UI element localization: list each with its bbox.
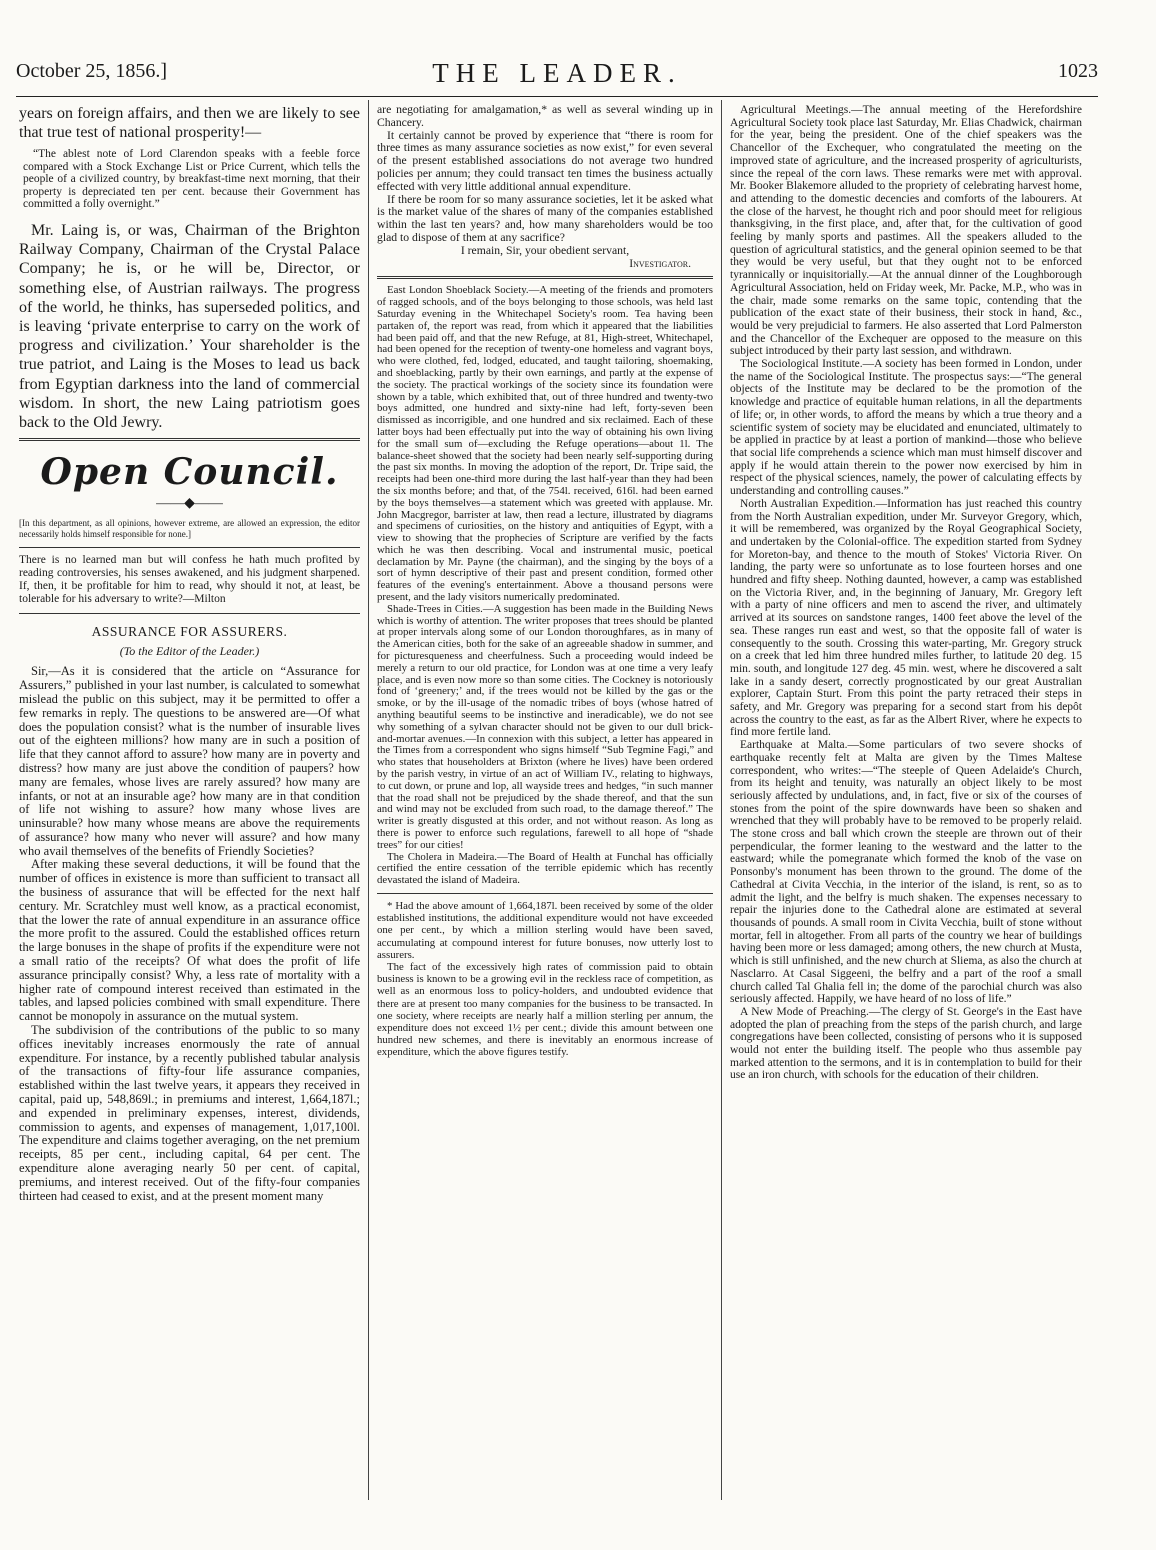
divider [19,613,360,614]
letter-paragraph: If there be room for so many assurance societies, let it be asked what is the market value of the shares of many of the companies established within the last ten years? and, how many shareholders would be too glad to dispose of them at any sacrifice? [377,192,713,244]
column-divider [721,100,722,1500]
column-right [730,104,1082,1534]
letter-paragraph: are negotiating for amalgamation,* as well as several winding up in Chancery. [377,104,713,129]
letter-paragraph: It certainly cannot be proved by experience that “there is room for three times as many assurance societies as now exist,” for even several of the present established associations do not average two hundred policies per annum; they could transact ten times the business actually effected with very little additional annual expenditure. [377,128,713,193]
article-intro: years on foreign affairs, and then we are likely to see that true test of national prosperity!— [19,105,360,142]
editorial-disclaimer: [In this department, as all opinions, however extreme, are allowed an expression, the editor necessarily holds himself responsible for none.] [19,518,360,539]
news-item-sociological-institute: The Sociological Institute.—A society has been formed in London, under the name of the Sociological Institute. The prospectus says:—“The general objects of the Institute may be declared to be the promotion of the knowledge and practice of equitable human relations, in all the departments of life; or, in other words, to afford the means by which a true theory and a scientific system of society may be elucidated and enunciated, ultimately to be applied in practice by at least a portion of mankind—those who believe that social life comprehends a science which man must himself discover and apply if he would attain therein to the power now exercised by him in respect of the physical sciences, namely, the power of calculating effects by understanding and controlling causes.” [730,358,1082,498]
footnote: The fact of the excessively high rates of commission paid to obtain business is known to be a growing evil in the reckless race of competition, as well as an enormous loss to policy-holders, and undoubted evidence that there are at present too many companies for the business to be transacted. In one society, where receipts are nearly half a million sterling per annum, the expenditure does not exceed 1½ per cent.; divide this amount between one hundred new schemes, and there is inevitably an enormous increase of expenditure, which the above figures testify. [377,961,713,1059]
newspaper-title: THE LEADER. [432,58,682,88]
masthead [16,58,1098,98]
news-item-shoeblack-society: East London Shoeblack Society.—A meeting of the friends and promoters of ragged schools, and of the boys belonging to those schools, was held last Saturday evening in the Whitechapel Society's room. Tea having been partaken of, the report was read, from which it appeared that the liabilities had been paid off, and that the new Refuge, at 81, High-street, Whitechapel, had been opened for the reception of twenty-one homeless and vagrant boys, who were clothed, fed, lodged, educated, and taught tailoring, shoemaking, and shoeblacking, partly by their own earnings, and partly at the expense of the society. The practical workings of the society since its foundation were shown by a table, which exhibited that, out of three hundred and twenty-two boys admitted, one hundred and sixty-nine had left, forty-seven been dismissed as incorrigible, and one hundred and six reclaimed. Each of these latter boys had been effectually put into the way of obtaining his own living for the small sum of—excluding the Refuge operations—about 1l. The balance-sheet showed that the society had been nearly self-supporting during the past six months. In moving the adoption of the report, Dr. Tripe said, the receipts had been one-third more during the last half-year than they had been the six months before; and that, of the 754l. received, 616l. had been earned by the boys themselves—a statement which was greeted with applause. Mr. John Macgregor, barrister at law, then read a lecture, illustrated by diagrams and specimens of curiosities, on the history and antiquities of Egypt, with a view to showing that the prophecies of Scripture are verified by the facts which he was then describing. Vocal and instrumental music, poetical declamation by Mr. Payne (the chairman), and the singing by the boys of a sort of hymn descriptive of their past and present condition, formed other features of the evening's entertainment. Above a thousand persons were present, and the lady visitors numerically predominated. [377,284,713,604]
column-middle [377,104,713,1534]
news-item-agricultural-meetings: Agricultural Meetings.—The annual meeting of the Herefordshire Agricultural Society took place last Saturday, Mr. Elias Chadwick, chairman for the year, being the president. One of the chief speakers was the Chancellor of the Exchequer, who congratulated the meeting on the improved state of agriculture, and the increased prosperity of agriculturists, since the repeal of the corn laws. These remarks were met with approval. Mr. Booker Blakemore alluded to the propriety of celebrating harvest home, and attending to the domestic decencies and comforts of the labourers. At the close of the harvest, he thought rich and poor should meet for religious thanksgiving, in the first place, and, after that, for the cultivation of good feeling by manly sports and pastimes. All the speakers alluded to the question of agricultural statistics, and the general opinion seemed to be that they would be very useful, but that they ought not to be enforced tyrannically or inquisitorially.—At the annual dinner of the Loughborough Agricultural Association, held on Friday week, Mr. Packe, M.P., who was in the chair, made some remarks on the same topic, contending that the publication of the exact state of their business, their stock in hand, &c., would be very prejudicial to farmers. He also asserted that Lord Palmerston and the Chancellor of the Exchequer are opposed to the measure on this subject introduced by their party last session, and withdrawn. [730,104,1082,358]
news-item-north-australian-expedition: North Australian Expedition.—Information has just reached this country from the North Australian expedition, under Mr. Surveyor Gregory, which, it will be remembered, was organized by the Royal Geographical Society, and undertaken by the Colonial-office. The expedition started from Sydney for Moreton-bay, and thence to the mouth of Stokes' Victoria River. On landing, the party were so unfortunate as to lose fourteen horses and one hundred and fifty sheep. Nothing daunted, however, a camp was established on the Victoria River, and, in the beginning of January, Mr. Gregory left with a party of nine officers and men to ascend the river, and ultimately arrived at its sources on sandstone ranges, 1400 feet above the level of the sea. These ranges run east and west, so that the opposite fall of water is consequently to the south. Crossing this water-parting, Mr. Gregory struck on a creek that led him three hundred miles further, to latitude 20 deg. 15 min. south, and longitude 127 deg. 45 min. west, where he discovered a salt lake in a sandy desert, correctly prognosticated by our great Australian explorer, Captain Sturt. From this point the party retraced their steps in safety, and Mr. Gregory was preparing for a second start from his depôt across the country to the east, as far as the Albert River, where he expects to find more fertile land. [730,497,1082,739]
letter-subheading: (To the Editor of the Leader.) [119,644,260,659]
column-left [19,104,360,1534]
letter-paragraph: Sir,—As it is considered that the article on “Assurance for Assurers,” published in your last number, is calculated to somewhat mislead the public on this subject, may it be permitted to offer a few remarks in reply. The questions to be answered are—Of what does the population consist? what is the number of insurable lives out of the eighteen millions? how many are in such a position of life that they cannot afford to assure? how many are in poverty and distress? how many are just above the condition of paupers? how many are females, whose lives are rarely assured? how many are infants, or not at an insurable age? how many are in that condition of life not wishing to assure? how many whose lives are uninsurable? how many whose means are above the requirements of assurance? how many who never will assure? and how many who avail themselves of the benefits of Friendly Societies? [19,664,360,858]
section-divider [377,276,713,279]
ornament: ——◆—— [156,496,223,512]
article-paragraph: Mr. Laing is, or was, Chairman of the Brighton Railway Company, Chairman of the Crystal Palace Company; he is, or he will be, Director, or something else, of Austrian railways. The progress of the world, he thinks, has superseded politics, and is leaving ‘private enterprise to carry on the work of progress and civilization.’ Your shareholder is the true patriot, and Laing is the Moses to lead us back from Egyptian darkness into the land of commercial wisdom. In short, the new Laing patriotism goes back to the Old Jewry. [19,221,360,431]
letter-signature: Investigator. [629,256,691,270]
masthead-rule [16,96,1098,97]
letter-paragraph: The subdivision of the contributions of the public to so many offices inevitably increases enormously the rate of annual expenditure. For instance, by a recently published tabular analysis of the transactions of fifty-four life assurance companies, established within the last twelve years, it appears they received in capital, paid up, 548,869l.; in premiums and interest, 1,664,187l.; and expended in preliminary expenses, interest, dividends, commission to agents, and expenses of management, 1,017,100l. The expenditure and claims together averaging, on the net premium receipts, 85 per cent., including capital, 64 per cent. The expenditure alone averaging nearly 50 per cent. of capital, premiums, and interest received. Out of the fifty-four companies thirteen had ceased to exist, and at the present moment many [19,1023,360,1203]
news-item-new-mode-of-preaching: A New Mode of Preaching.—The clergy of St. George's in the East have adopted the plan of preaching from the steps of the parish church, and large congregations have been collected, consisting of persons who it is supposed would not enter the building itself. The people who thus assemble pay marked attention to the sermons, and it is in contemplation to build for their use an iron church, with schools for the education of their children. [730,1005,1082,1082]
issue-date: October 25, 1856.] [16,60,168,82]
page-number: 1023 [1058,60,1098,82]
section-title: Open Council. [40,451,339,494]
block-quote: “The ablest note of Lord Clarendon speaks with a feeble force compared with a Stock Exchange List or Price Current, which tells the people of a civilized country, by breakfast-time next morning, that their property is depreciated ten per cent. because their Government has committed a folly overnight.” [23,148,360,211]
column-divider [368,100,369,1500]
news-item-cholera: The Cholera in Madeira.—The Board of Health at Funchal has officially certified the entire cessation of the terrible epidemic which has recently devastated the island of Madeira. [377,850,713,887]
section-divider [19,438,360,441]
letter-paragraph: After making these several deductions, it will be found that the number of offices in existence is more than sufficient to transact all the business of assurance that will be effected for the next half century. Mr. Scratchley must well know, as a practical economist, that the lower the rate of annual expenditure in an assurance office the more profit to the assured. Could the established offices return the large bonuses in the shape of profits if the expenditure were not a small ratio of the receipts? Of what does the profit of life assurance principally consist? Why, a less rate of mortality with a higher rate of compound interest received than estimated in the tables, and lapsed policies combined with small expenditure. There cannot be monopoly in assurance on the mutual system. [19,857,360,1024]
letter-heading: ASSURANCE FOR ASSURERS. [91,624,288,640]
divider [19,547,360,548]
footnote: * Had the above amount of 1,664,187l. been received by some of the older established institutions, the additional expenditure would not have exceeded one per cent., by which a million sterling would have been saved, accumulating at compound interest for future bonuses, now utterly lost to assurers. [377,900,713,961]
milton-motto: There is no learned man but will confess he hath much profited by reading controversies, his senses awakened, and his judgment sharpened. If, then, it be profitable for him to read, why should it not, at least, be tolerable for his adversary to write?—Milton [19,554,360,605]
letter-closing: I remain, Sir, your obedient servant, [460,243,630,257]
footnote-divider [377,893,713,894]
news-item-earthquake-malta: Earthquake at Malta.—Some particulars of two severe shocks of earthquake recently felt at Malta are given by the Times Maltese correspondent, who writes:—“The steeple of Queen Adelaide's Church, from its height and tenuity, was naturally an object likely to be most seriously affected by undulations, and, in fact, five or six of the courses of stones from the point of the spire downwards have been so shaken and wrenched that they will probably have to be removed to be properly relaid. The stone cross and ball which crown the steeple are thrown out of their perpendicular, the former leaning to the westward and the latter to the eastward; while the pomegranate which formed the knob of the vase on Ponsonby's monument has been thrown to the ground. The dome of the Cathedral at Civita Vecchia, in the interior of the island, is rent, so as to admit the light, and the belfry is much shaken. The expenses necessary to repair the injuries done to the Cathedral alone are estimated at several thousands of pounds. A small room in Civita Vecchia, built of stone without mortar, fell in altogether. From all parts of the country we hear of buildings having been more or less damaged; among others, the new church at Musta, which is still unfinished, and the new church at Sliema, as also the church at Nasclarro. At Casal Siggeeni, the belfry and a part of the roof a small church called Tal Ghalia fell in; the dome of the parochial church was also seriously affected. Happily, we have heard of no loss of life.” [730,739,1082,1006]
news-item-shade-trees: Shade-Trees in Cities.—A suggestion has been made in the Building News which is worthy of attention. The writer proposes that trees should be planted at proper intervals along some of our London thoroughfares, as in many of the American cities, both for the sake of an agreeable shadow in summer, and for picturesqueness and cheerfulness. Such a proceeding would indeed be merely a return to our old practice, for London was at one time a very leafy place, and is even now more so than some cities. The Cockney is notoriously fond of ‘greenery;’ and, if the trees would not be killed by the gas or the smoke, or by the ill-usage of the nomadic tribes of boys (whose hatred of anything beautiful seems to be instinctive and ineradicable), we do not see why something of a sylvan character should not be given to our dull brick-and-mortar avenues.—In connexion with this subject, a letter has appeared in the Times from a correspondent who signs himself “Sub Tegmine Fagi,” and who states that householders at Brixton (where he lives) have been ordered by the parish vestry, in virtue of an act of William IV., relating to highways, to cut down, or prune and lop, all wayside trees and hedges, “in such manner that the road shall not be prejudiced by the shade thereof, and that the sun and wind may not be excluded from such road, to the damage thereof.” The writer is greatly disgusted at this order, and not without reason. As long as there is power to enforce such regulations, farewell to all hope of “shade trees” for our cities! [377,602,713,851]
